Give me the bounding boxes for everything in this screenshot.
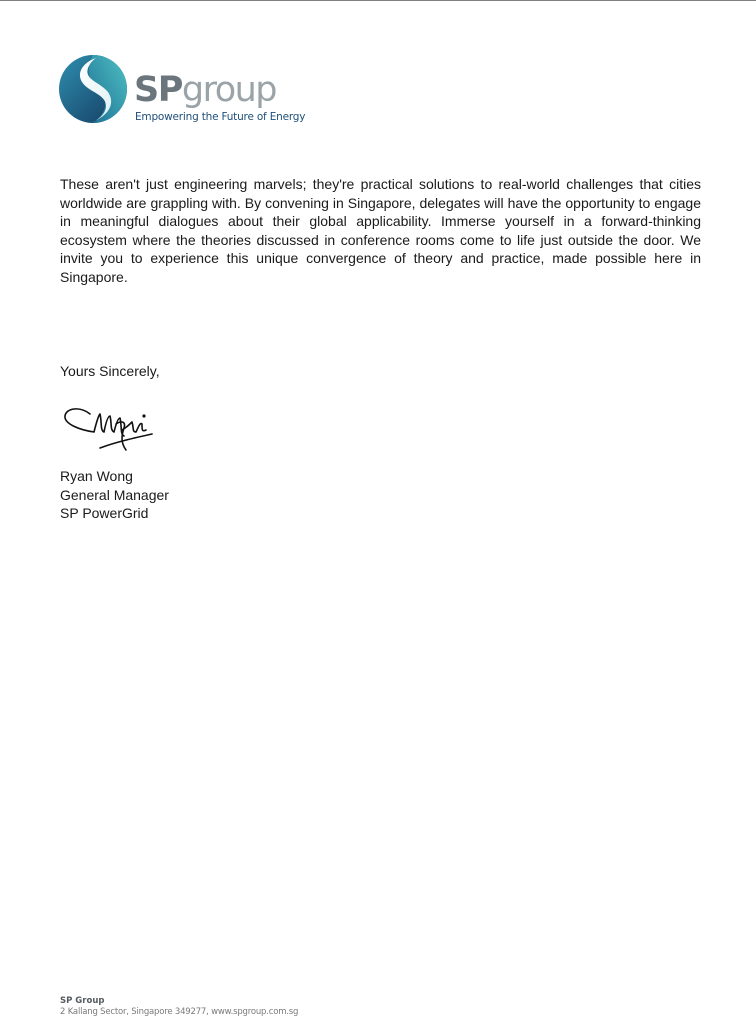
signer-name: Ryan Wong xyxy=(60,468,133,484)
brand-wordmark xyxy=(134,70,276,110)
signer-organization: SP PowerGrid xyxy=(60,505,149,521)
brand-tagline: Empowering the Future of Energy xyxy=(135,111,306,123)
letter-closing: Yours Sincerely, xyxy=(60,363,160,379)
sp-group-logo xyxy=(58,54,308,130)
signer-block xyxy=(60,467,169,523)
sp-swirl-logo-icon xyxy=(58,54,128,124)
footer-company: SP Group xyxy=(60,996,105,1006)
top-border-line xyxy=(0,0,756,1)
brand-sp: SP xyxy=(134,70,182,110)
footer-address: 2 Kallang Sector, Singapore 349277, www.spgroup.com.sg xyxy=(60,1007,299,1017)
letterhead-footer xyxy=(60,996,298,1018)
letter-body-paragraph: These aren't just engineering marvels; they're practical solutions to real-world challenges that cities worldwide are grappling with. By convening in Singapore, delegates will have the opportunity to engage in meaningful dialogues about their global applicability. Immerse yourself in a forward-thinking ecosystem where the theories discussed in conference rooms come to life just outside the door. We invite you to experience this unique convergence of theory and practice, made possible here in Singapore. xyxy=(60,176,701,285)
handwritten-signature-icon xyxy=(60,400,160,458)
brand-group: group xyxy=(181,70,277,110)
signer-title: General Manager xyxy=(60,486,169,503)
